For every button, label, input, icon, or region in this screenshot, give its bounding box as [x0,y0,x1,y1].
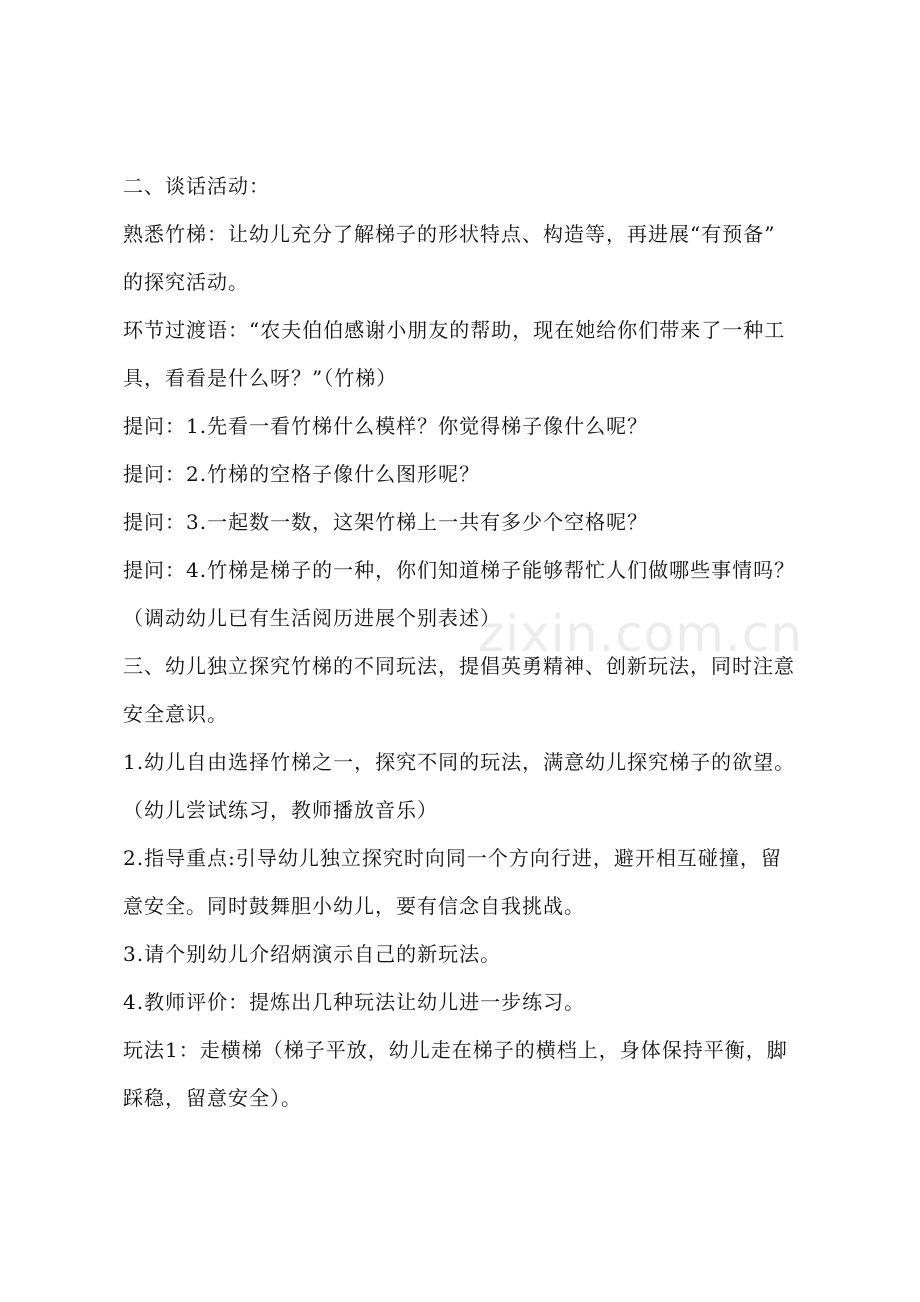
question-line: 提问：3.一起数一数，这架竹梯上一共有多少个空格呢？ [123,510,649,534]
watermark: zixin.com.cn [478,605,804,663]
list-item: 1.幼儿自由选择竹梯之一，探究不同的玩法，满意幼儿探究梯子的欲望。 [123,750,796,774]
question-line: 提问：2.竹梯的空格子像什么图形呢？ [123,462,481,486]
paragraph-line: （幼儿尝试练习，教师播放音乐） [123,798,438,822]
paragraph-line: 意安全。同时鼓舞胆小幼儿，要有信念自我挑战。 [123,894,585,918]
list-item: 4.教师评价：提炼出几种玩法让幼儿进一步练习。 [123,990,586,1014]
paragraph-line: 环节过渡语：“农夫伯伯感谢小朋友的帮助，现在她给你们带来了一种工 [123,318,786,342]
paragraph-line: 的探究活动。 [123,270,249,294]
question-line: 提问：4.竹梯是梯子的一种，你们知道梯子能够帮忙人们做哪些事情吗？ [123,558,796,582]
section-heading-explore: 三、幼儿独立探究竹梯的不同玩法，提倡英勇精神、创新玩法，同时注意 [123,654,795,678]
list-item: 3.请个别幼儿介绍炳演示自己的新玩法。 [123,942,502,966]
paragraph-line: 具，看看是什么呀？”（竹梯） [123,366,398,390]
paragraph-line: 安全意识。 [123,702,228,726]
paragraph-line: 踩稳，留意安全）。 [123,1086,302,1110]
paragraph-line: 熟悉竹梯：让幼儿充分了解梯子的形状特点、构造等，再进展“有预备” [123,222,776,246]
list-item: 玩法1：走横梯（梯子平放，幼儿走在梯子的横档上，身体保持平衡，脚 [123,1038,788,1062]
section-heading-talk-activity: 二、谈话活动： [123,174,270,198]
question-line: 提问：1.先看一看竹梯什么模样？你觉得梯子像什么呢？ [123,414,649,438]
list-item: 2.指导重点:引导幼儿独立探究时向同一个方向行进，避开相互碰撞，留 [123,846,782,870]
paragraph-line: （调动幼儿已有生活阅历进展个别表述） [123,606,501,630]
